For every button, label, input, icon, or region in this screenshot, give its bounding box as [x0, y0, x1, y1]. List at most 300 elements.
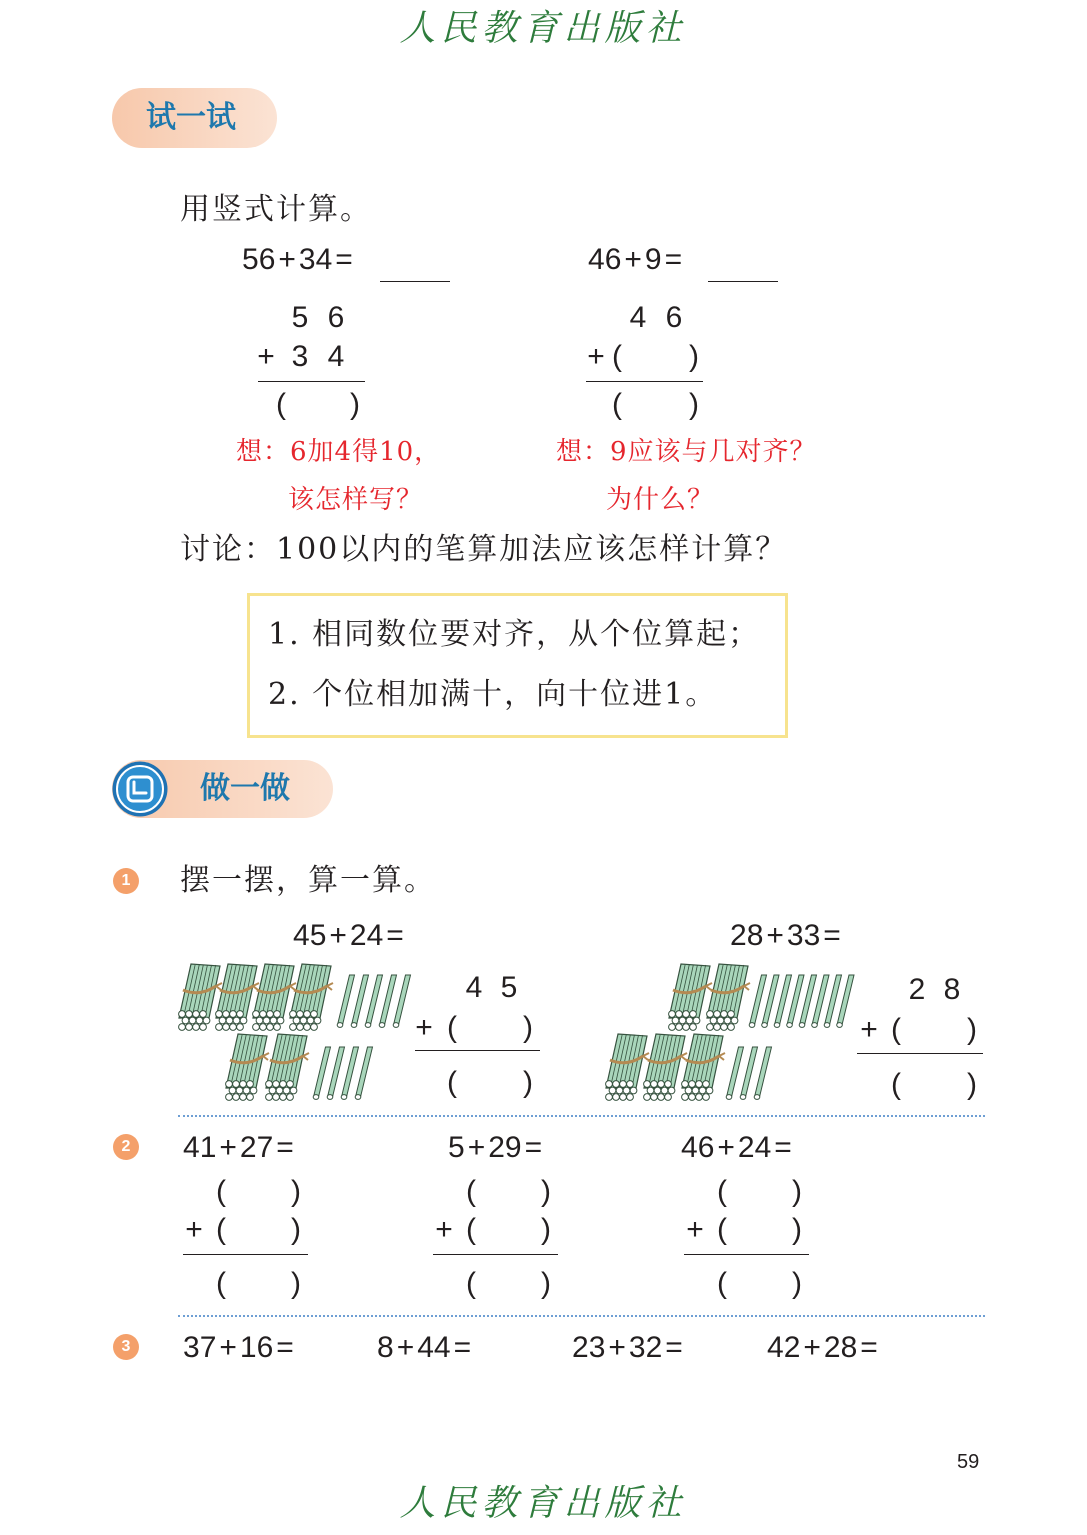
digit: 2 — [645, 1331, 663, 1364]
problem-number-badge: 3 — [113, 1334, 139, 1360]
stick-end — [651, 1094, 658, 1101]
operator-sign: + — [608, 1331, 626, 1364]
stick-end — [297, 1011, 304, 1018]
operator-sign: = — [453, 1331, 472, 1364]
blank-close: ) — [689, 340, 699, 373]
stick-end — [728, 1011, 735, 1018]
stick-end — [216, 1011, 223, 1018]
operator-sign: + — [467, 1131, 486, 1164]
stick-end — [661, 1087, 668, 1094]
stick-end — [726, 1095, 732, 1100]
sum-line — [258, 381, 365, 382]
stick-end — [731, 1017, 738, 1024]
vertical-calculation — [410, 965, 542, 1099]
digit: 3 — [588, 1331, 606, 1364]
digit: 2 — [349, 919, 367, 952]
stick-end — [703, 1081, 710, 1088]
blank-open: ( — [612, 388, 622, 421]
stick-end — [799, 1023, 805, 1028]
operator-sign: = — [386, 919, 404, 952]
stick-end — [707, 1011, 714, 1018]
stick-end — [606, 1094, 613, 1101]
stick-end — [669, 1024, 676, 1031]
stick-end — [267, 1011, 274, 1018]
stick-end — [283, 1087, 290, 1094]
stick-end — [269, 1087, 276, 1094]
digit: 3 — [803, 919, 821, 952]
stick-end — [277, 1017, 284, 1024]
stick-bundle-ten — [682, 1034, 725, 1100]
blank-open: ( — [612, 340, 622, 373]
try-it-badge — [112, 88, 277, 148]
digit-ones: 6 — [327, 301, 345, 334]
single-stick — [313, 1047, 330, 1099]
digit: 2 — [239, 1131, 257, 1164]
hint-line: 该怎样写？ — [288, 485, 424, 515]
plus-sign: + — [415, 1011, 433, 1044]
blank-close: ) — [967, 1068, 977, 1101]
stick-end — [193, 1024, 200, 1031]
blank-close: ) — [541, 1175, 551, 1208]
single-stick — [337, 975, 354, 1027]
digit-ones: 6 — [665, 301, 683, 334]
blank-open: ( — [891, 1068, 901, 1101]
bundle-tie-knot — [327, 983, 333, 990]
hint-line: 想：6加4得10， — [236, 437, 442, 467]
stick-end — [355, 1095, 361, 1100]
single-stick — [351, 975, 368, 1027]
stick-body — [380, 975, 397, 1025]
bundle-tie-knot — [263, 1053, 269, 1060]
operator-sign: + — [219, 1331, 237, 1364]
stick-end — [754, 1095, 760, 1100]
stick-end — [237, 1024, 244, 1031]
blank-close: ) — [792, 1213, 802, 1246]
vertical-calculation — [248, 298, 368, 428]
stick-end — [266, 1094, 273, 1101]
blank-open: ( — [717, 1213, 727, 1246]
stick-end — [762, 1023, 768, 1028]
stick-end — [200, 1011, 207, 1018]
stick-end — [250, 1087, 257, 1094]
blank-open: ( — [466, 1213, 476, 1246]
stick-bundle-ten — [606, 1034, 649, 1100]
digit: 6 — [697, 1131, 715, 1164]
stick-end — [693, 1017, 700, 1024]
stick-end — [658, 1094, 665, 1101]
equation — [242, 245, 356, 275]
blank-close: ) — [541, 1267, 551, 1300]
stick-end — [682, 1094, 689, 1101]
digit: 1 — [199, 1131, 217, 1164]
stick-end — [616, 1087, 623, 1094]
stick-end — [233, 1094, 240, 1101]
operator-sign: + — [396, 1331, 415, 1364]
stick-end — [179, 1024, 186, 1031]
stick-bundle-ten — [707, 964, 750, 1030]
stick-end — [311, 1024, 318, 1031]
stick-end — [267, 1024, 274, 1031]
stick-end — [692, 1087, 699, 1094]
digit-tens: 4 — [629, 301, 647, 334]
stick-body — [366, 975, 383, 1025]
blank-open: ( — [216, 1213, 226, 1246]
sum-line — [433, 1254, 558, 1255]
single-stick — [327, 1047, 344, 1099]
practice-icon — [112, 761, 168, 817]
stick-end — [223, 1011, 230, 1018]
stick-end — [304, 1024, 311, 1031]
stick-end — [717, 1017, 724, 1024]
single-stick — [365, 975, 382, 1027]
stick-end — [260, 1024, 267, 1031]
stick-end — [274, 1024, 281, 1031]
blank-open: ( — [447, 1066, 457, 1099]
operator-sign: = — [823, 919, 841, 952]
stick-end — [236, 1087, 243, 1094]
sum-line — [857, 1053, 983, 1054]
operator-sign: + — [278, 243, 296, 276]
stick-end — [200, 1024, 207, 1031]
problem-number-badge: 1 — [113, 868, 139, 894]
sum-line — [415, 1050, 540, 1051]
page-number: 59 — [957, 1451, 980, 1473]
digit: 4 — [754, 1131, 772, 1164]
digit: 2 — [572, 1331, 589, 1364]
operator-sign: + — [329, 919, 347, 952]
digit: 5 — [448, 1131, 465, 1164]
operator-sign: = — [774, 1131, 792, 1164]
stick-end — [216, 1024, 223, 1031]
stick-end — [685, 1087, 692, 1094]
blank-close: ) — [689, 388, 699, 421]
blank-open: ( — [891, 1013, 901, 1046]
blank-close: ) — [291, 1267, 301, 1300]
equation — [293, 921, 407, 951]
stick-end — [668, 1087, 675, 1094]
digit-ones: 8 — [943, 973, 961, 1006]
icon-inner-ring — [117, 766, 163, 812]
blank-close: ) — [350, 388, 360, 421]
stick-end — [620, 1094, 627, 1101]
stick-end — [787, 1023, 793, 1028]
stick-end — [196, 1017, 203, 1024]
digit: 1 — [239, 1331, 257, 1364]
problem-number-badge: 2 — [113, 1134, 139, 1160]
stick-end — [203, 1017, 210, 1024]
stick-end — [247, 1081, 254, 1088]
equation — [588, 245, 685, 275]
stick-body — [352, 975, 369, 1025]
digit-ones: 4 — [327, 340, 345, 373]
plus-sign: + — [587, 340, 605, 373]
stick-end — [683, 1011, 690, 1018]
stick-bundle-ten — [226, 1034, 269, 1100]
stick-end — [287, 1081, 294, 1088]
vertical-calculation — [183, 1170, 309, 1300]
digit: 3 — [183, 1331, 200, 1364]
plus-sign: + — [686, 1213, 704, 1246]
vertical-calculation — [433, 1170, 559, 1300]
stick-end — [273, 1081, 280, 1088]
operator-sign: = — [276, 1131, 294, 1164]
equation — [377, 1333, 474, 1363]
stick-end — [686, 1017, 693, 1024]
try-it-badge-label: 试一试 — [146, 100, 236, 135]
stick-end — [290, 1087, 297, 1094]
blank-open: ( — [466, 1175, 476, 1208]
stick-end — [219, 1017, 226, 1024]
digit: 2 — [730, 919, 747, 952]
digit: 4 — [293, 919, 310, 952]
blank-close: ) — [291, 1213, 301, 1246]
stick-end — [696, 1081, 703, 1088]
operator-sign: + — [624, 243, 642, 276]
stick-body — [342, 1047, 359, 1097]
stick-end — [749, 1023, 755, 1028]
stick-end — [237, 1011, 244, 1018]
digit: 4 — [417, 1331, 434, 1364]
stick-end — [290, 1011, 297, 1018]
stick-bundle-ten — [179, 964, 222, 1030]
rule-line-1: 1. 相同数位要对齐，从个位算起； — [268, 617, 761, 652]
stick-end — [679, 1017, 686, 1024]
stick-end — [651, 1081, 658, 1088]
stick-end — [703, 1094, 710, 1101]
digit: 9 — [504, 1131, 522, 1164]
digit: 5 — [309, 919, 327, 952]
stick-end — [247, 1094, 254, 1101]
stick-end — [609, 1087, 616, 1094]
blank-close: ) — [792, 1267, 802, 1300]
stick-end — [740, 1095, 746, 1100]
stick-end — [304, 1011, 311, 1018]
stick-end — [365, 1023, 371, 1028]
stick-end — [665, 1094, 672, 1101]
discussion-question: 讨论：100以内的笔算加法应该怎样计算？ — [180, 532, 788, 567]
stick-end — [606, 1081, 613, 1088]
operator-sign: + — [219, 1131, 237, 1164]
stick-end — [193, 1011, 200, 1018]
stick-end — [721, 1011, 728, 1018]
operator-sign: = — [860, 1331, 878, 1364]
bundle-tie-knot — [706, 983, 712, 990]
stick-end — [812, 1023, 818, 1028]
stick-end — [824, 1023, 830, 1028]
answer-underline — [380, 281, 450, 282]
stick-end — [644, 1081, 651, 1088]
sum-line — [684, 1254, 809, 1255]
stick-end — [313, 1095, 319, 1100]
stick-end — [186, 1024, 193, 1031]
stick-end — [270, 1017, 277, 1024]
try-instruction: 用竖式计算。 — [180, 192, 372, 227]
stick-end — [665, 1081, 672, 1088]
stick-end — [724, 1017, 731, 1024]
blank-open: ( — [276, 388, 286, 421]
equation — [767, 1333, 881, 1363]
stick-end — [728, 1024, 735, 1031]
operator-sign: + — [803, 1331, 821, 1364]
section-divider — [178, 1115, 985, 1117]
blank-close: ) — [967, 1013, 977, 1046]
digit-tens: 2 — [908, 973, 926, 1006]
digit-tens: 4 — [465, 971, 483, 1004]
equation — [681, 1133, 795, 1163]
stick-end — [676, 1024, 683, 1031]
single-stick — [379, 975, 396, 1027]
vertical-calculation — [852, 967, 985, 1101]
stick-body — [356, 1047, 373, 1097]
blank-close: ) — [523, 1011, 533, 1044]
stick-end — [260, 1011, 267, 1018]
stick-end — [672, 1017, 679, 1024]
blank-open: ( — [216, 1267, 226, 1300]
stick-end — [274, 1011, 281, 1018]
operator-sign: = — [276, 1331, 294, 1364]
single-stick — [740, 1047, 757, 1099]
stick-end — [230, 1024, 237, 1031]
practice-badge-label: 做一做 — [200, 771, 290, 806]
operator-sign: + — [766, 919, 784, 952]
stick-end — [276, 1087, 283, 1094]
digit: 4 — [767, 1331, 784, 1364]
blank-close: ) — [291, 1175, 301, 1208]
stick-body — [394, 975, 411, 1025]
stick-end — [226, 1017, 233, 1024]
equation — [730, 921, 844, 951]
stick-end — [263, 1017, 270, 1024]
blank-close: ) — [541, 1213, 551, 1246]
stick-end — [351, 1023, 357, 1028]
operator-sign: = — [524, 1131, 543, 1164]
digit: 4 — [315, 243, 333, 276]
digit: 3 — [786, 919, 804, 952]
stick-bundle-ten — [216, 964, 259, 1030]
digit: 7 — [256, 1131, 274, 1164]
digit: 5 — [242, 243, 259, 276]
hint-line: 想：9应该与几对齐？ — [556, 437, 817, 467]
stick-bundle-ten — [669, 964, 712, 1030]
rules-box — [247, 593, 788, 738]
stick-end — [710, 1017, 717, 1024]
stick-end — [714, 1024, 721, 1031]
digit: 4 — [588, 243, 605, 276]
stick-end — [683, 1024, 690, 1031]
equation — [183, 1133, 297, 1163]
stick-end — [253, 1024, 260, 1031]
single-stick — [393, 975, 410, 1027]
digit: 2 — [823, 1331, 841, 1364]
stick-end — [189, 1017, 196, 1024]
stick-end — [613, 1094, 620, 1101]
sum-line — [183, 1254, 308, 1255]
stick-end — [620, 1081, 627, 1088]
digit: 6 — [258, 243, 276, 276]
bundle-tie-knot — [303, 1053, 309, 1060]
stick-end — [243, 1087, 250, 1094]
digit: 2 — [783, 1331, 801, 1364]
plus-sign: + — [185, 1213, 203, 1246]
publisher-logo-footer: 人民教育出版社 — [399, 1483, 687, 1524]
blank-open: ( — [447, 1011, 457, 1044]
equation — [448, 1133, 545, 1163]
stick-end — [179, 1011, 186, 1018]
stick-end — [240, 1017, 247, 1024]
stick-end — [393, 1023, 399, 1028]
stick-end — [647, 1087, 654, 1094]
stick-end — [689, 1094, 696, 1101]
rule-line-2: 2. 个位相加满十，向十位进1。 — [268, 677, 718, 712]
stick-end — [233, 1081, 240, 1088]
stick-end — [644, 1094, 651, 1101]
stick-end — [293, 1017, 300, 1024]
stick-end — [273, 1094, 280, 1101]
hint-line: 为什么？ — [606, 485, 715, 515]
problem-instruction: 摆一摆，算一算。 — [180, 863, 436, 898]
digit: 2 — [737, 1131, 755, 1164]
stick-bundle-ten — [644, 1034, 687, 1100]
operator-sign: + — [717, 1131, 735, 1164]
stick-end — [627, 1081, 634, 1088]
digit: 2 — [488, 1131, 505, 1164]
stick-end — [280, 1094, 287, 1101]
single-stick — [355, 1047, 372, 1099]
bundle-tie-knot — [719, 1053, 725, 1060]
plus-sign: + — [860, 1013, 878, 1046]
bundle-tie-knot — [643, 1053, 649, 1060]
stick-end — [696, 1094, 703, 1101]
digit-ones: 5 — [500, 971, 518, 1004]
vertical-calculation — [580, 298, 705, 428]
digit-tens: 3 — [291, 340, 309, 373]
stick-end — [266, 1081, 273, 1088]
stick-end — [690, 1011, 697, 1018]
plus-sign: + — [435, 1213, 453, 1246]
stick-end — [223, 1024, 230, 1031]
stick-end — [699, 1087, 706, 1094]
blank-open: ( — [717, 1175, 727, 1208]
blank-open: ( — [466, 1267, 476, 1300]
digit: 7 — [199, 1331, 217, 1364]
digit: 4 — [183, 1131, 200, 1164]
stick-end — [280, 1081, 287, 1088]
sum-line — [586, 381, 703, 382]
stick-end — [627, 1094, 634, 1101]
digit: 4 — [681, 1131, 698, 1164]
stick-body — [314, 1047, 331, 1097]
stick-end — [613, 1081, 620, 1088]
stick-end — [774, 1023, 780, 1028]
stick-end — [240, 1094, 247, 1101]
stick-end — [287, 1094, 294, 1101]
stick-end — [226, 1081, 233, 1088]
stick-end — [240, 1081, 247, 1088]
stick-end — [714, 1011, 721, 1018]
digit-tens: 5 — [291, 301, 309, 334]
stick-end — [654, 1087, 661, 1094]
digit: 4 — [433, 1331, 451, 1364]
stick-end — [623, 1087, 630, 1094]
stick-end — [837, 1023, 843, 1028]
stick-body — [328, 1047, 345, 1097]
stick-bundle-ten — [290, 964, 333, 1030]
blank-open: ( — [717, 1267, 727, 1300]
stick-end — [676, 1011, 683, 1018]
single-stick — [754, 1047, 771, 1099]
equation — [572, 1333, 686, 1363]
operator-sign: = — [335, 243, 353, 276]
